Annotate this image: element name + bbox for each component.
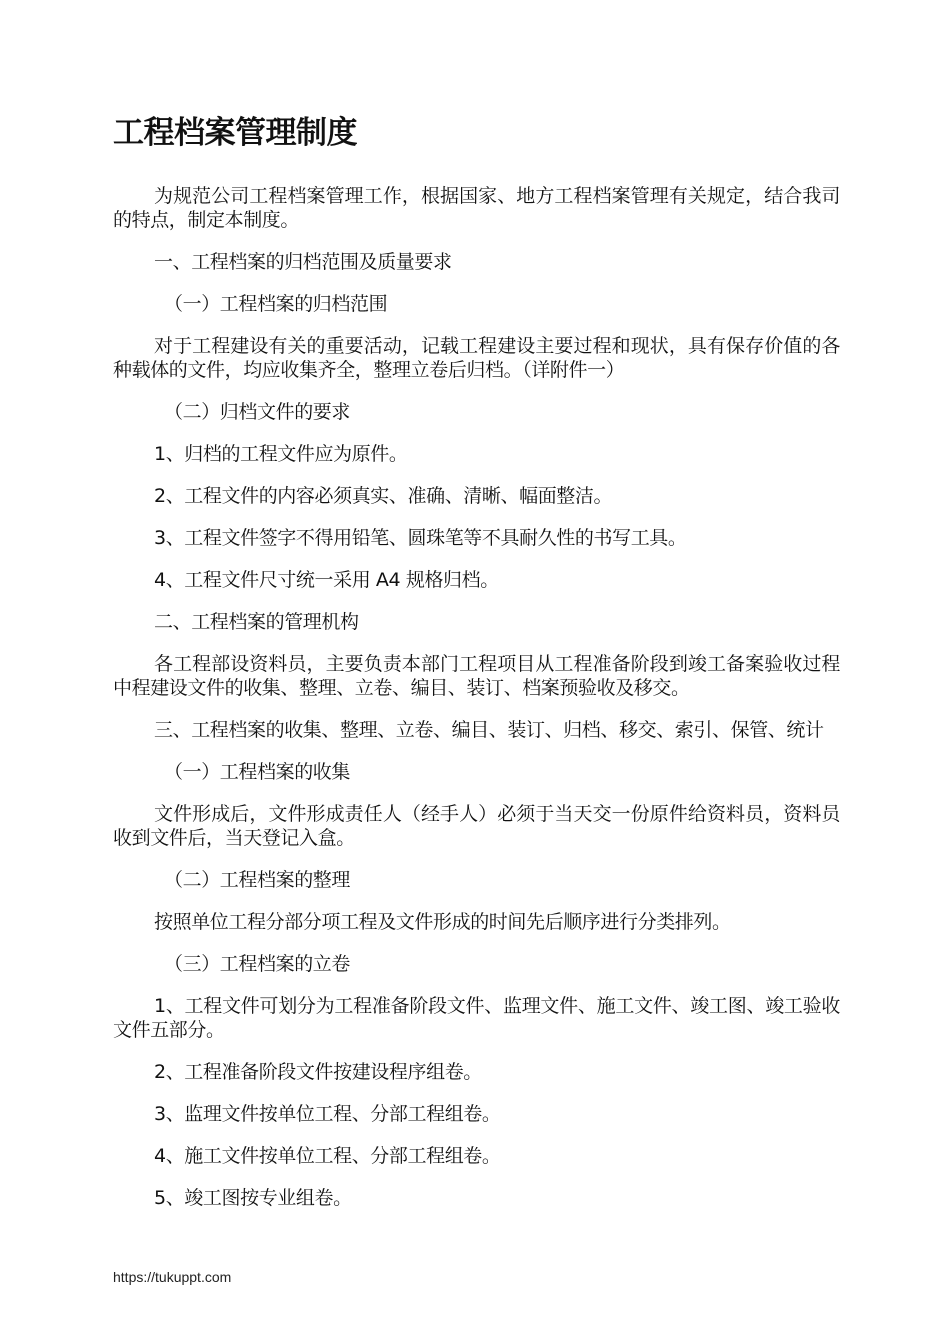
paragraph: 文件形成后，文件形成责任人（经手人）必须于当天交一份原件给资料员，资料员收到文件后，当天登记入盒。 [113,803,840,849]
subsection-heading: （二）归档文件的要求 [164,401,351,423]
paragraph: 1、归档的工程文件应为原件。 [154,443,408,465]
paragraph: 一、工程档案的归档范围及质量要求 [154,251,452,273]
subsection-heading: （二）工程档案的整理 [164,869,351,891]
subsection-heading: （一）工程档案的收集 [164,761,351,783]
paragraph: 5、竣工图按专业组卷。 [154,1187,352,1209]
paragraph: 各工程部设资料员，主要负责本部门工程项目从工程准备阶段到竣工备案验收过程中程建设文件的收集、整理、立卷、编目、装订、档案预验收及移交。 [113,653,840,699]
paragraph: 按照单位工程分部分项工程及文件形成的时间先后顺序进行分类排列。 [154,911,731,933]
subsection-heading: （三）工程档案的立卷 [164,953,351,975]
footer-url[interactable]: https://tukuppt.com [113,1269,232,1285]
paragraph: 三、工程档案的收集、整理、立卷、编目、装订、归档、移交、索引、保管、统计 [154,719,824,741]
paragraph: 4、工程文件尺寸统一采用 A4 规格归档。 [154,569,499,591]
paragraph: 对于工程建设有关的重要活动，记载工程建设主要过程和现状，具有保存价值的各种载体的文件，均应收集齐全，整理立卷后归档。（详附件一） [113,335,840,381]
document-title: 工程档案管理制度 [113,115,357,151]
paragraph: 为规范公司工程档案管理工作，根据国家、地方工程档案管理有关规定，结合我司的特点，制定本制度。 [113,185,840,231]
subsection-heading: （一）工程档案的归档范围 [164,293,388,315]
paragraph: 3、工程文件签字不得用铅笔、圆珠笔等不具耐久性的书写工具。 [154,527,687,549]
paragraph: 1、工程文件可划分为工程准备阶段文件、监理文件、施工文件、竣工图、竣工验收文件五部分。 [113,995,840,1041]
paragraph: 2、工程文件的内容必须真实、准确、清晰、幅面整洁。 [154,485,613,507]
paragraph: 二、工程档案的管理机构 [154,611,359,633]
document-body [113,184,840,1228]
paragraph: 2、工程准备阶段文件按建设程序组卷。 [154,1061,482,1083]
paragraph: 3、监理文件按单位工程、分部工程组卷。 [154,1103,501,1125]
paragraph: 4、施工文件按单位工程、分部工程组卷。 [154,1145,501,1167]
